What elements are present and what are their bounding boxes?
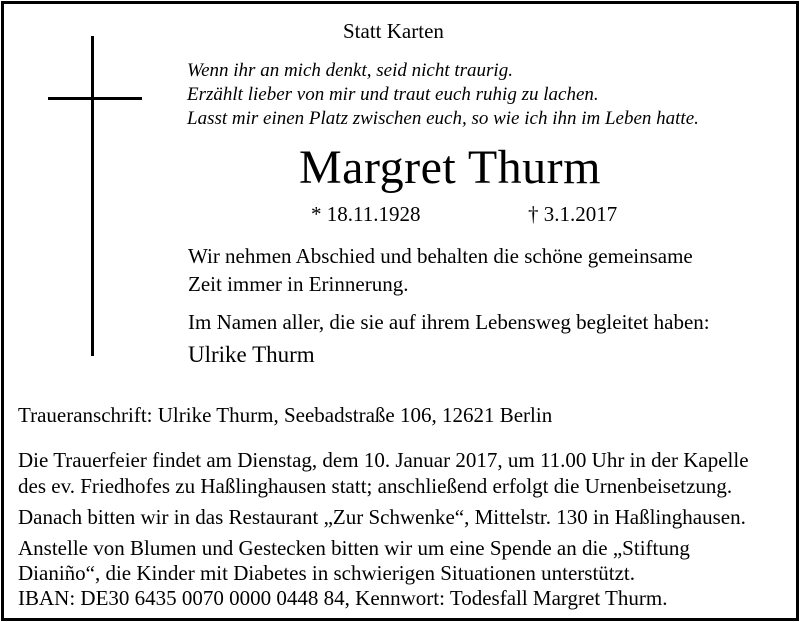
poem-line-2: Erzählt lieber von mir und traut euch ruhig zu lachen. <box>187 84 599 105</box>
statt-karten-heading: Statt Karten <box>343 19 444 43</box>
donation-line-2: Dianiño“, die Kinder mit Diabetes in schwierigen Situationen unterstützt. <box>18 561 636 585</box>
on-behalf-line: Im Namen aller, die sie auf ihrem Lebensweg begleitet haben: <box>188 310 710 334</box>
funeral-info-line-2: des ev. Friedhofes zu Haßlinghausen statt; anschließend erfolgt die Urnenbeisetzung. <box>18 474 733 498</box>
signer-name: Ulrike Thurm <box>188 342 315 367</box>
birth-date: * 18.11.1928 <box>311 202 421 226</box>
cross-vertical-bar <box>91 36 94 356</box>
poem-line-1: Wenn ihr an mich denkt, seid nicht traurig. <box>187 60 513 81</box>
cross-horizontal-bar <box>48 97 142 100</box>
farewell-line-2: Zeit immer in Erinnerung. <box>188 272 409 296</box>
donation-line-1: Anstelle von Blumen und Gestecken bitten wir um eine Spende an die „Stiftung <box>18 536 690 560</box>
deceased-name: Margret Thurm <box>299 141 601 194</box>
death-date: † 3.1.2017 <box>528 202 618 226</box>
mourning-address: Traueranschrift: Ulrike Thurm, Seebadstraße 106, 12621 Berlin <box>18 403 553 427</box>
farewell-line-1: Wir nehmen Abschied und behalten die schöne gemeinsame <box>188 244 693 268</box>
funeral-info-line-1: Die Trauerfeier findet am Dienstag, dem 10. Januar 2017, um 11.00 Uhr in der Kapelle <box>18 448 749 472</box>
restaurant-info-line: Danach bitten wir in das Restaurant „Zur Schwenke“, Mittelstr. 130 in Haßlinghausen. <box>18 505 746 529</box>
poem-line-3: Lasst mir einen Platz zwischen euch, so wie ich ihn im Leben hatte. <box>187 108 699 129</box>
iban-line: IBAN: DE30 6435 0070 0000 0448 84, Kennwort: Todesfall Margret Thurm. <box>18 586 668 610</box>
